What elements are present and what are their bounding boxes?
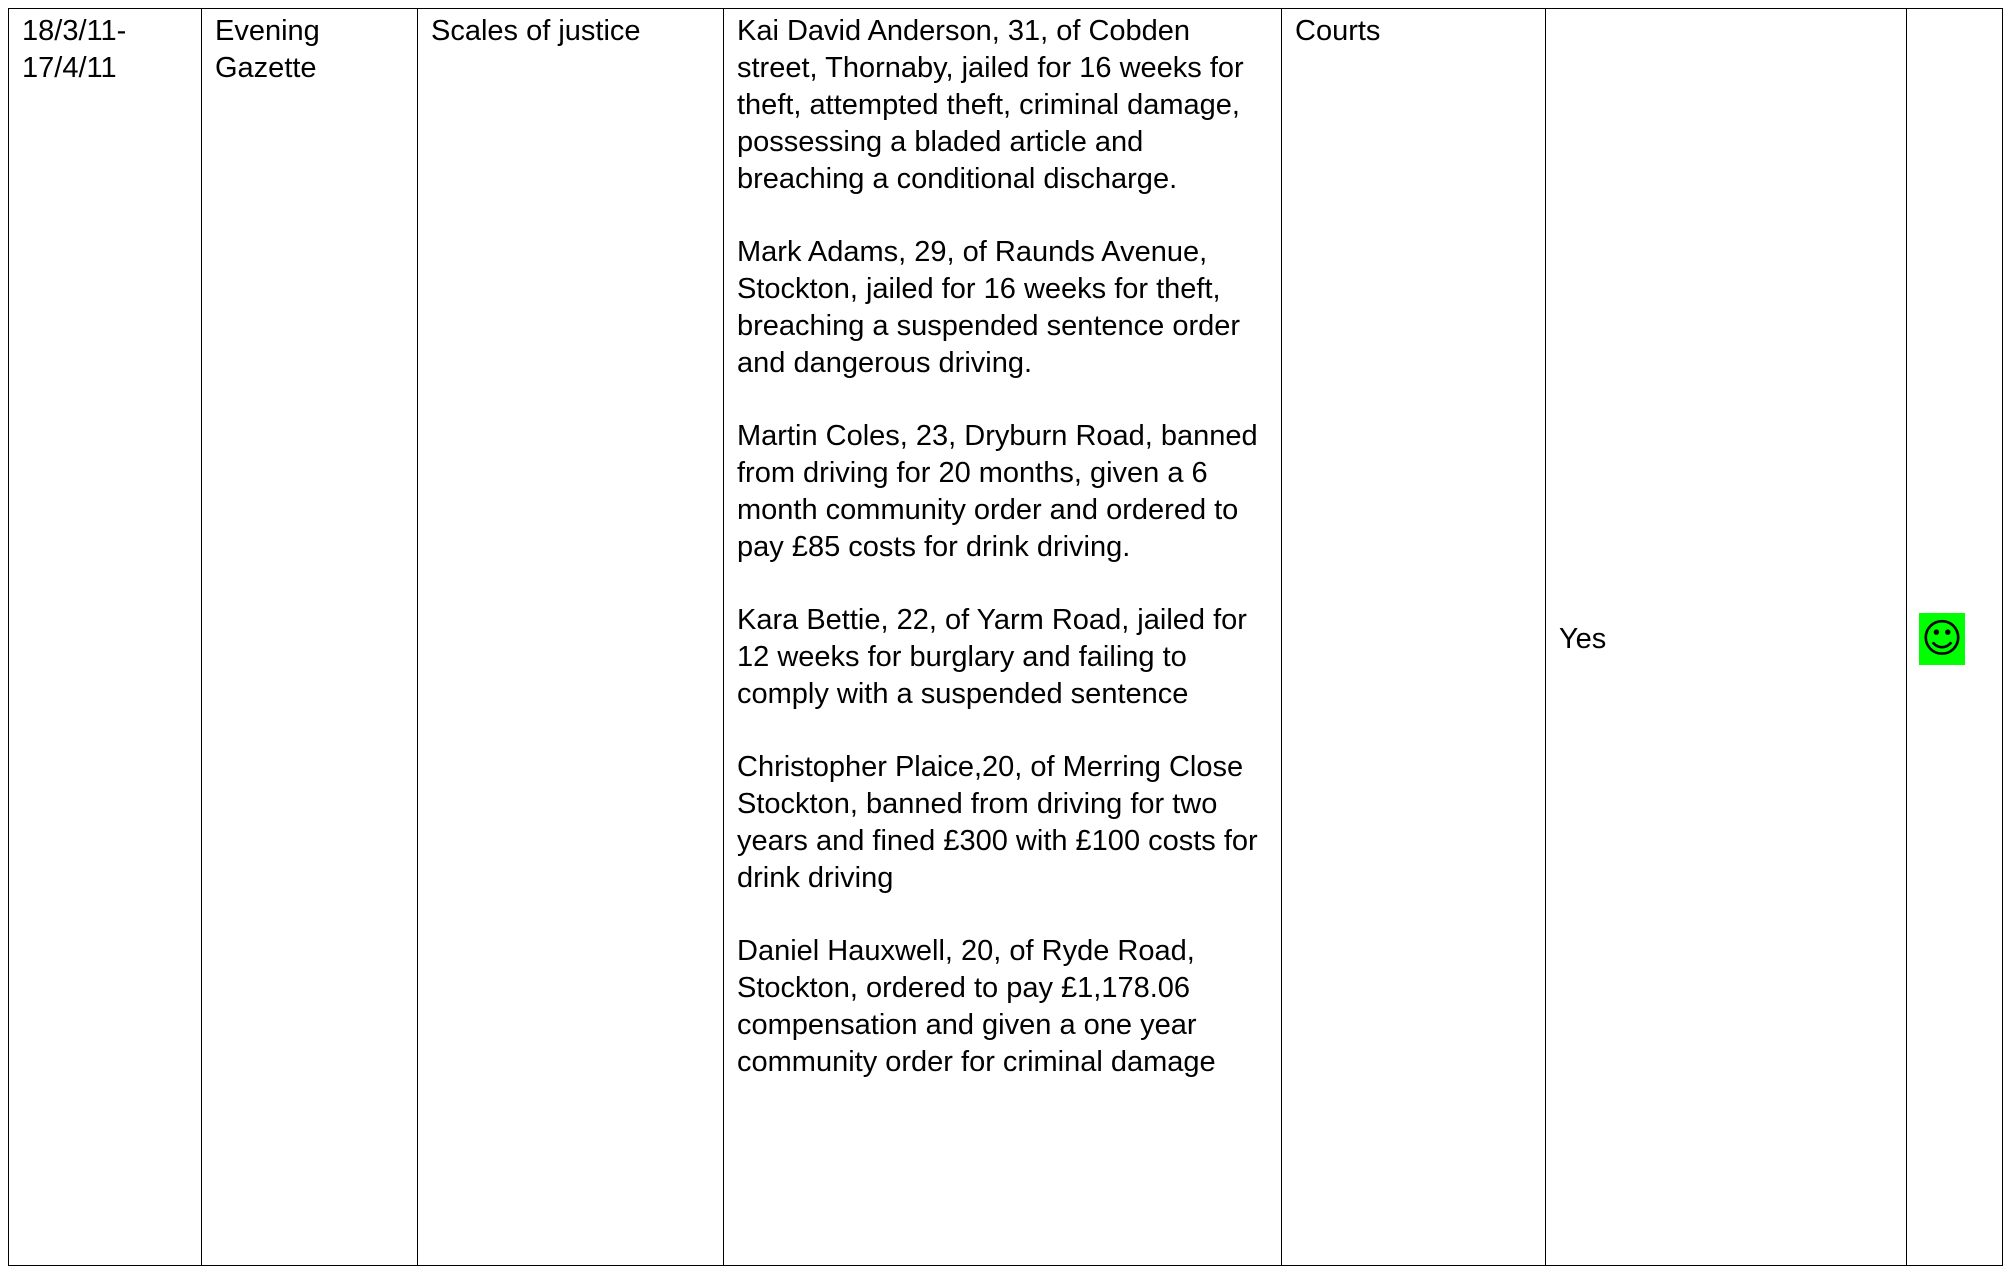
rating-cell bbox=[1907, 9, 2003, 1266]
date-range-cell bbox=[9, 9, 202, 1266]
summary-cell bbox=[724, 9, 1282, 1266]
category-cell bbox=[1282, 9, 1546, 1266]
answer-value: Yes bbox=[1559, 622, 1607, 655]
publication-cell bbox=[202, 9, 418, 1266]
court-entry: Daniel Hauxwell, 20, of Ryde Road, Stockton, ordered to pay £1,178.06 compensation and given a one year community order for criminal damage bbox=[737, 935, 1216, 1078]
headline: Scales of justice bbox=[431, 15, 641, 47]
press-cuttings-table bbox=[8, 8, 2003, 1266]
court-entry: Mark Adams, 29, of Raunds Avenue, Stockton, jailed for 16 weeks for theft, breaching a suspended sentence order and dangerous driving. bbox=[737, 236, 1241, 379]
publication-name: Evening Gazette bbox=[215, 15, 320, 84]
answer-cell bbox=[1546, 9, 1907, 1266]
court-entry: Kai David Anderson, 31, of Cobden street, Thornaby, jailed for 16 weeks for theft, attempted theft, criminal damage, possessing a bladed article and breaching a conditional discharge. bbox=[737, 15, 1244, 195]
court-entry: Christopher Plaice,20, of Merring Close Stockton, banned from driving for two years and fined £300 with £100 costs for drink driving bbox=[737, 751, 1258, 894]
court-entry: Kara Bettie, 22, of Yarm Road, jailed for 12 weeks for burglary and failing to comply with a suspended sentence bbox=[737, 604, 1247, 710]
court-entry: Martin Coles, 23, Dryburn Road, banned from driving for 20 months, given a 6 month community order and ordered to pay £85 costs for drink driving. bbox=[737, 420, 1258, 563]
headline-cell bbox=[418, 9, 724, 1266]
date-range: 18/3/11-17/4/11 bbox=[22, 15, 127, 84]
table-row bbox=[9, 9, 2003, 1266]
category: Courts bbox=[1295, 15, 1381, 47]
smiley-face-icon: ☺ bbox=[1919, 613, 1965, 665]
